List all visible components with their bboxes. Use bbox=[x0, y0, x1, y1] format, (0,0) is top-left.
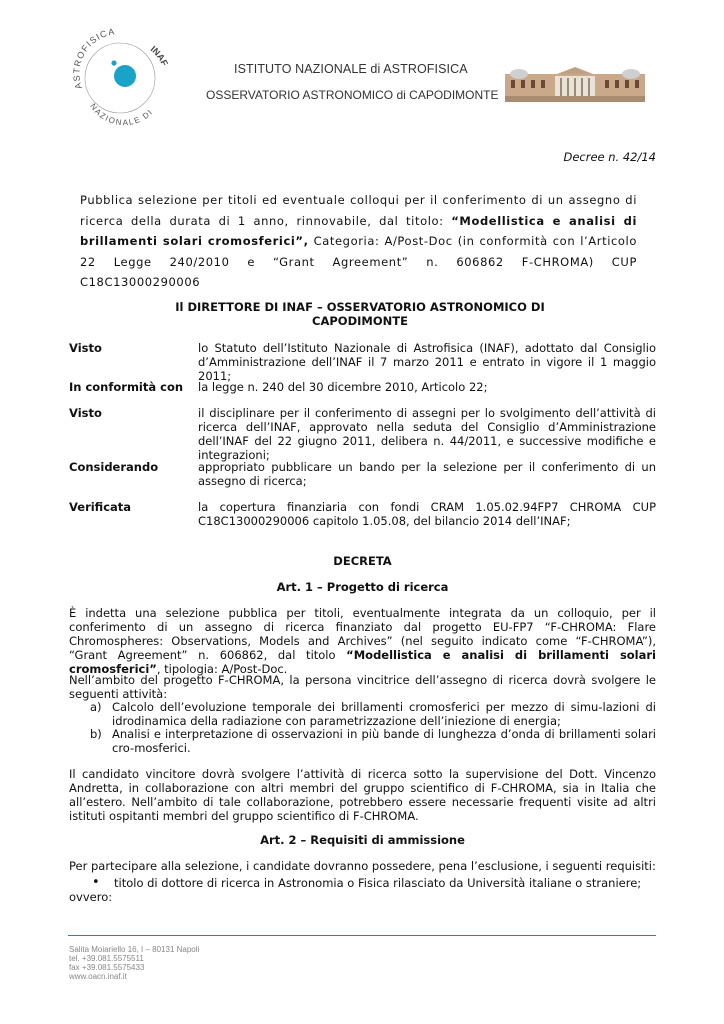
footer-contacts bbox=[69, 945, 199, 981]
logo-circle-icon bbox=[114, 65, 136, 87]
svg-text:ASTROFISICA: ASTROFISICA bbox=[71, 28, 117, 91]
art2-paragraph-1: Per partecipare alla selezione, i candidate dovranno possedere, pena l’esclusione, i seguenti requisiti: bbox=[69, 859, 656, 873]
svg-text:NAZIONALE DI: NAZIONALE DI bbox=[88, 101, 155, 128]
clause-text: il disciplinare per il conferimento di assegni per lo svolgimento dell’attività di ricerca dell’INAF, approvato nella seduta del Consiglio d’Amministrazione dell’INAF del 22 giugno 2011, delibera n. 44/2011, e successive modifiche e integrazioni; bbox=[198, 406, 656, 462]
clause-key: In conformità con bbox=[69, 380, 184, 394]
svg-text:INAF: INAF bbox=[148, 43, 170, 68]
art2-heading: Art. 2 – Requisiti di ammissione bbox=[260, 833, 465, 847]
footer-fax: fax +39.081.5575433 bbox=[69, 963, 145, 972]
clause-key: Visto bbox=[69, 406, 102, 420]
bullet-icon: • bbox=[92, 875, 100, 890]
decree-number: Decree n. 42/14 bbox=[563, 150, 656, 164]
footer-divider bbox=[68, 935, 656, 936]
footer-web: www.oacn.inaf.it bbox=[69, 972, 127, 981]
clause-key: Considerando bbox=[69, 460, 159, 474]
observatory-name: OSSERVATORIO ASTRONOMICO di CAPODIMONTE bbox=[206, 88, 499, 102]
art1-heading: Art. 1 – Progetto di ricerca bbox=[276, 580, 449, 594]
art2-ovvero: ovvero: bbox=[69, 890, 113, 904]
art1-paragraph-1: È indetta una selezione pubblica per titoli, eventualmente integrata da un colloquio, per il conferimento di un assegno di ricerca finanziato dal progetto EU-FP7 “F-CHROMA: Flare Chromospheres: Observations, Models and Archives” (nel seguito indicato come “F-CHROMA”), “Grant Agreement” n. 606862, dal titolo “Modellistica e analisi di brillamenti solari cromosferici”, tipologia: A/Post-Doc. bbox=[69, 606, 657, 676]
document-page: ASTROFISICA NAZIONALE DI INAF ISTITUTO NAZIONALE di ASTROFISICA OSSERVATORIO ASTRONOMICO di CAPODIMONTE Decree n. 42/14 Pubblica selezione per titoli ed eventuale colloqui per il conferimento di un assegno di ricerca della durata di 1 anno, rinnovabile, dal titolo: “Modellistica e analisi di brillamenti solari cromosferici”, Categoria: A/Post-Doc (in conformità con l’Articolo 22 Legge 240/2010 e “Grant Agreement” n. 606862 F-CHROMA) CUP C18C13000290006 Il DIRETTORE DI INAF – OSSERVATORIO ASTRONOMICO DI CAPODIMONTE Visto lo Statuto dell’Istituto Nazionale di Astrofisica (INAF), adottato dal Consiglio d’Amministrazione dell’INAF il 7 marzo 2011 e entrato in vigore il 1 maggio 2011; In conformità con la legge n. 240 del 30 dicembre 2010, Articolo 22; Visto il disciplinare per il conferimento di assegni per lo svolgimento dell’attività di ricerca dell’INAF, approvato nella seduta del Consiglio d’Amministrazione dell’INAF del 22 giugno 2011, delibera n. 44/2011, e successive modifiche e integrazioni; Considerando appropriato pubblicare un bando per la selezione per il conferimento di un assegno di ricerca; Verificata la copertura finanziaria con fondi CRAM 1.05.02.94FP7 CHROMA CUP C18C13000290006 capitolo 1.05.08, del bilancio 2014 dell’INAF; DECRETA Art. 1 – Progetto di ricerca È indetta una selezione pubblica per titoli, eventualmente integrata da un colloquio, per il conferimento di un assegno di ricerca finanziato dal progetto EU-FP7 “F-CHROMA: Flare Chromospheres: Observations, Models and Archives” (nel seguito indicato come “F-CHROMA”), “Grant Agreement” n. 606862, dal titolo “Modellistica e analisi di brillamenti solari cromosferici”, tipologia: A/Post-Doc. Nell’ambito del progetto F-CHROMA, la persona vincitrice dell’assegno di ricerca dovrà svolgere le seguenti attività: a) Calcolo dell’evoluzione temporale dei brillamenti cromosferici per mezzo di simu-lazioni di idrodinamica della radiazione con parametrizzazione dell’iniezione di energia; b) Analisi e interpretazione di osservazioni in più bande di lunghezza d’onda di brillamenti solari cro-mosferici. Il candidato vincitore dovrà svolgere l’attività di ricerca sotto la supervisione del Dott. Vincenzo Andretta, in collaborazione con altri membri del gruppo scientifico di F-CHROMA, sia in Italia che all’estero. Nell’ambito di tale collaborazione, potrebbero essere necessarie frequenti visite ad altri istituti ospitanti membri del gruppo scientifico di F-CHROMA. Art. 2 – Requisiti di ammissione Per partecipare alla selezione, i candidate dovranno possedere, pena l’esclusione, i seguenti requisiti: • titolo di dottore di ricerca in Astronomia o Fisica rilasciato da Università italiane o straniere; ovvero: Salita Moiariello 16, I – 80131 Napoli tel. +39.081.5575511 fax +39.081.5575433 www.oacn.inaf.it bbox=[69, 28, 657, 981]
clause-text: la legge n. 240 del 30 dicembre 2010, Articolo 22; bbox=[198, 380, 488, 394]
footer-tel: tel. +39.081.5575511 bbox=[69, 954, 144, 963]
inaf-logo bbox=[70, 28, 170, 128]
observatory-building-image bbox=[505, 66, 645, 102]
clause-key: Visto bbox=[69, 341, 102, 355]
art1-paragraph-2: Nell’ambito del progetto F-CHROMA, la persona vincitrice dell’assegno di ricerca dovrà svolgere le seguenti attività: bbox=[69, 673, 656, 701]
institute-name: ISTITUTO NAZIONALE di ASTROFISICA bbox=[234, 62, 468, 76]
art1-paragraph-3: Il candidato vincitore dovrà svolgere l’attività di ricerca sotto la supervisione del Dott. Vincenzo Andretta, in collaborazione con altri membri del gruppo scientifico di F-CHROMA, sia in Italia che all’estero. Nell’ambito di tale collaborazione, potrebbero essere necessarie frequenti visite ad altri istituti ospitanti membri del gruppo scientifico di F-CHROMA. bbox=[69, 767, 656, 823]
research-title: “Modellistica e analisi di brillamenti solari cromosferici”, bbox=[80, 213, 637, 248]
clause-text: la copertura finanziaria con fondi CRAM 1.05.02.94FP7 CHROMA CUP C18C13000290006 capitolo 1.05.08, del bilancio 2014 dell’INAF; bbox=[198, 500, 656, 528]
footer-address: Salita Moiariello 16, I – 80131 Napoli bbox=[69, 945, 200, 954]
clause-text: appropriato pubblicare un bando per la selezione per il conferimento di un assegno di ricerca; bbox=[198, 460, 656, 488]
decreta-heading: DECRETA bbox=[333, 554, 392, 568]
director-heading: Il DIRETTORE DI INAF – OSSERVATORIO ASTRONOMICO DI CAPODIMONTE bbox=[175, 300, 545, 328]
clause-key: Verificata bbox=[69, 500, 132, 514]
clause-text: lo Statuto dell’Istituto Nazionale di Astrofisica (INAF), adottato dal Consiglio d’Amministrazione dell’INAF il 7 marzo 2011 e entrato in vigore il 1 maggio 2011; bbox=[198, 341, 656, 383]
subject-paragraph: Pubblica selezione per titoli ed eventuale colloqui per il conferimento di un assegno di ricerca della durata di 1 anno, rinnovabile, dal titolo: “Modellistica e analisi di brillamenti solari cromosferici”, Categoria: A/Post-Doc (in conformità con l’Articolo 22 Legge 240/2010 e “Grant Agreement” n. 606862 F-CHROMA) CUP C18C13000290006 bbox=[80, 193, 637, 289]
